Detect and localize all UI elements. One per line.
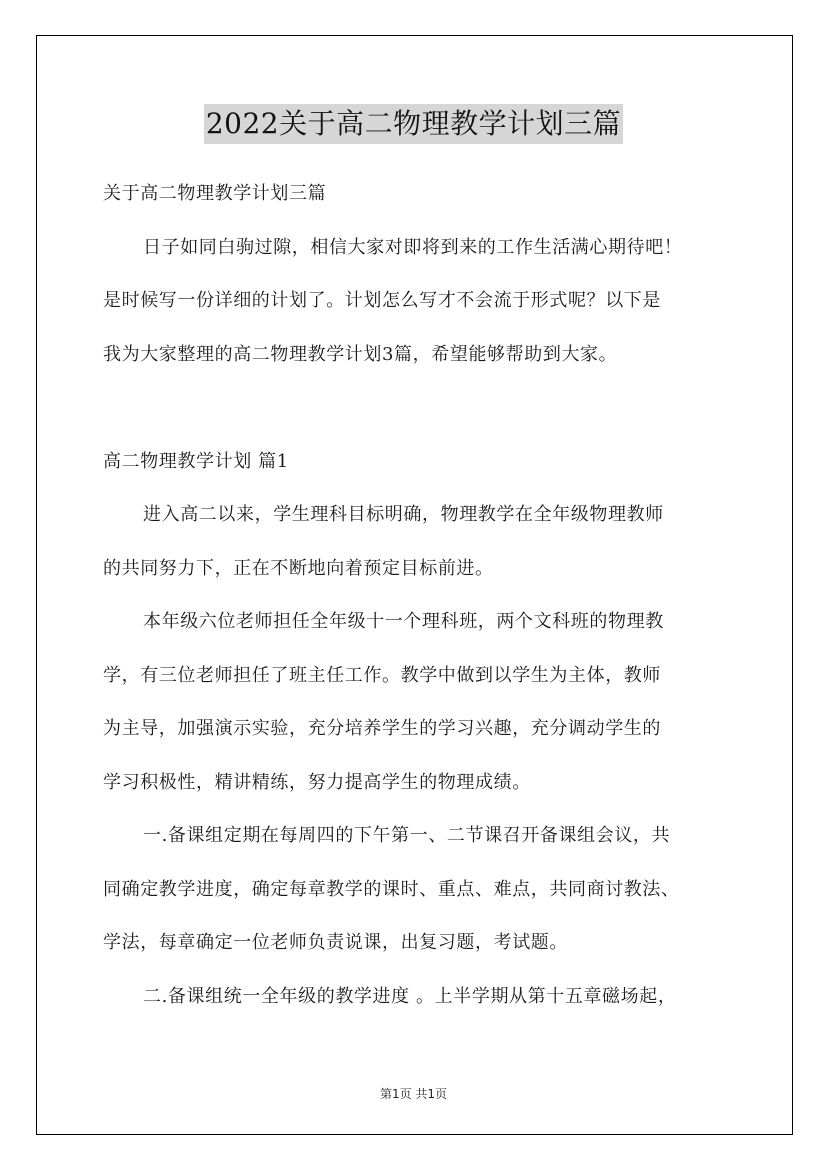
text-line: 是时候写一份详细的计划了。计划怎么写才不会流于形式呢？以下是 xyxy=(103,290,661,311)
document-body xyxy=(103,172,729,1028)
blank-line xyxy=(103,386,729,440)
text-line: 一.备课组定期在每周四的下午第一、二节课召开备课组会议，共 xyxy=(143,825,671,846)
text-line: 学，有三位老师担任了班主任工作。教学中做到以学生为主体，教师 xyxy=(103,664,661,686)
text-line: 为主导，加强演示实验，充分培养学生的学习兴趣，充分调动学生的 xyxy=(103,718,661,739)
text-line: 进入高二以来，学生理科目标明确，物理教学在全年级物理教师 xyxy=(143,504,664,525)
text-line: 关于高二物理教学计划三篇 xyxy=(103,183,327,204)
text-line: 二.备课组统一全年级的教学进度 。上半学期从第十五章磁场起， xyxy=(143,985,677,1007)
text-line: 学法，每章确定一位老师负责说课，出复习题，考试题。 xyxy=(103,932,568,953)
page-footer: 第1页 共1页 xyxy=(379,1087,448,1101)
text-line: 本年级六位老师担任全年级十一个理科班，两个文科班的物理教 xyxy=(143,611,664,632)
text-line: 的共同努力下，正在不断地向着预定目标前进。 xyxy=(103,557,494,579)
text-line: 日子如同白驹过隙，相信大家对即将到来的工作生活满心期待吧！ xyxy=(143,236,683,258)
text-line: 学习积极性，精讲精练，努力提高学生的物理成绩。 xyxy=(103,771,531,793)
text-line: 同确定教学进度，确定每章教学的课时、重点、难点，共同商讨教法、 xyxy=(103,878,680,900)
text-line: 高二物理教学计划 篇1 xyxy=(103,450,289,472)
text-line: 我为大家整理的高二物理教学计划3篇，希望能够帮助到大家。 xyxy=(103,343,618,365)
title-container xyxy=(0,104,827,144)
document-title: 2022关于高二物理教学计划三篇 xyxy=(204,104,623,144)
